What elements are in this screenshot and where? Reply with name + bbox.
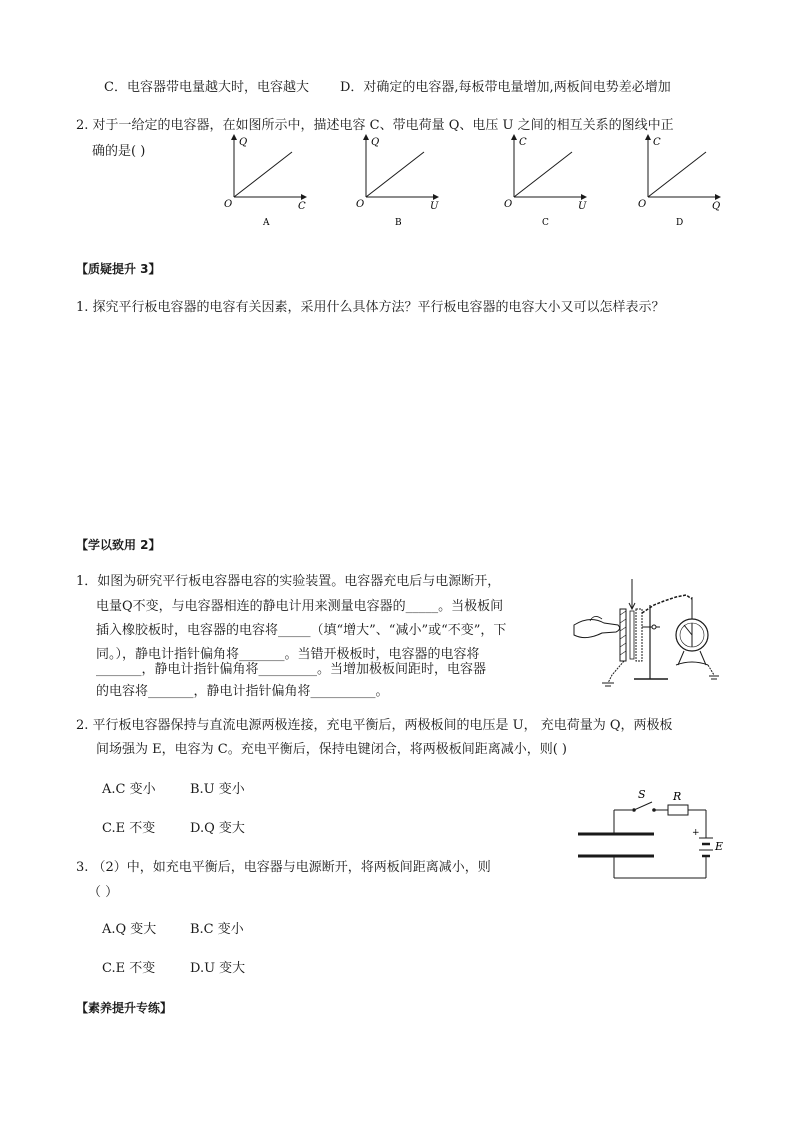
s4-q2-line2: 间场强为 E，电容为 C。充电平衡后，保持电键闭合，将两极板间距离减小，则( )	[96, 742, 567, 757]
option-c: C．电容器带电量越大时，电容越大	[104, 80, 309, 95]
graph-d-origin: O	[638, 199, 647, 210]
graph-b-y-label: Q	[371, 137, 380, 148]
graph-d	[638, 135, 720, 228]
graph-a-x-label: C	[298, 201, 306, 212]
s4-q3-option-d: D.U 变大	[190, 961, 246, 976]
graph-c-origin: O	[504, 199, 513, 210]
graph-c-label: C	[542, 218, 549, 228]
s4-q2-line1: 2. 平行板电容器保持与直流电源两极连接，充电平衡后，两极板间的电压是 U， 充电荷量为 Q，两极板	[76, 718, 673, 733]
s4-q1-line4: 同。），静电计指针偏角将_______。当错开极板时，电容器的电容将	[96, 647, 480, 662]
s4-q1-line6: 的电容将_______，静电计指针偏角将__________。	[96, 684, 389, 699]
s4-q3-line2: （ ）	[88, 885, 119, 900]
resistor-label: R	[673, 790, 682, 803]
graph-c	[504, 135, 587, 228]
section-heading-4: 【学以致用 2】	[76, 538, 161, 552]
s4-q1-line2: 电量Q不变，与电容器相连的静电计用来测量电容器的_____。当极板间	[96, 599, 504, 614]
s4-q3-line1: 3. （2）中，如充电平衡后，电容器与电源断开，将两板间距离减小，则	[76, 860, 491, 875]
battery-label: E	[715, 840, 724, 853]
s4-q2-option-b: B.U 变小	[190, 782, 245, 797]
graphs	[0, 125, 794, 235]
graph-a-origin: O	[224, 199, 233, 210]
graph-d-label: D	[676, 218, 684, 228]
s4-q2-option-a: A.C 变小	[102, 782, 156, 797]
switch-label: S	[638, 790, 646, 801]
s4-q3-option-b: B.C 变小	[190, 922, 244, 937]
s4-q2-option-d: D.Q 变大	[190, 821, 245, 836]
graph-b-label: B	[395, 218, 402, 228]
question-2-line2: 确的是( )	[92, 144, 146, 159]
s4-q3-option-a: A.Q 变大	[102, 922, 157, 937]
battery-plus-sign: +	[692, 828, 700, 838]
option-d: D．对确定的电容器,每板带电量增加,两板间电势差必增加	[340, 80, 671, 95]
section-heading-5: 【素养提升专练】	[76, 1001, 173, 1015]
graph-b-x-label: U	[430, 201, 439, 212]
capacitor-circuit-diagram	[570, 790, 730, 885]
question-2-line1: 2. 对于一给定的电容器，在如图所示中，描述电容 C、带电荷量 Q、电压 U 之间的相互关系的图线中正	[76, 118, 674, 133]
s4-q2-option-c: C.E 不变	[102, 821, 156, 836]
s4-q1-line1: 1．如图为研究平行板电容器电容的实验装置。电容器充电后与电源断开，	[76, 574, 501, 589]
s4-q3-option-c: C.E 不变	[102, 961, 156, 976]
graph-a-y-label: Q	[239, 137, 248, 148]
section-3-question-1: 1. 探究平行板电容器的电容有关因素，采用什么具体方法？平行板电容器的电容大小又可以怎样表示？	[76, 300, 665, 315]
s4-q1-line5: _______，静电计指针偏角将_________。当增加极板间距时，电容器	[96, 662, 487, 677]
electrometer-apparatus-illustration	[572, 575, 722, 690]
graph-d-y-label: C	[653, 137, 661, 148]
graph-c-y-label: C	[519, 137, 527, 148]
graph-b	[356, 135, 439, 228]
s4-q1-line3: 插入橡胶板时，电容器的电容将_____（填“增大”、“减小”或“不变”，下	[96, 623, 507, 638]
graph-c-x-label: U	[578, 201, 587, 212]
graph-a	[224, 135, 306, 228]
graph-a-label: A	[263, 218, 270, 228]
section-heading-3: 【质疑提升 3】	[76, 262, 161, 276]
graph-b-origin: O	[356, 199, 365, 210]
graph-d-x-label: Q	[712, 201, 721, 212]
